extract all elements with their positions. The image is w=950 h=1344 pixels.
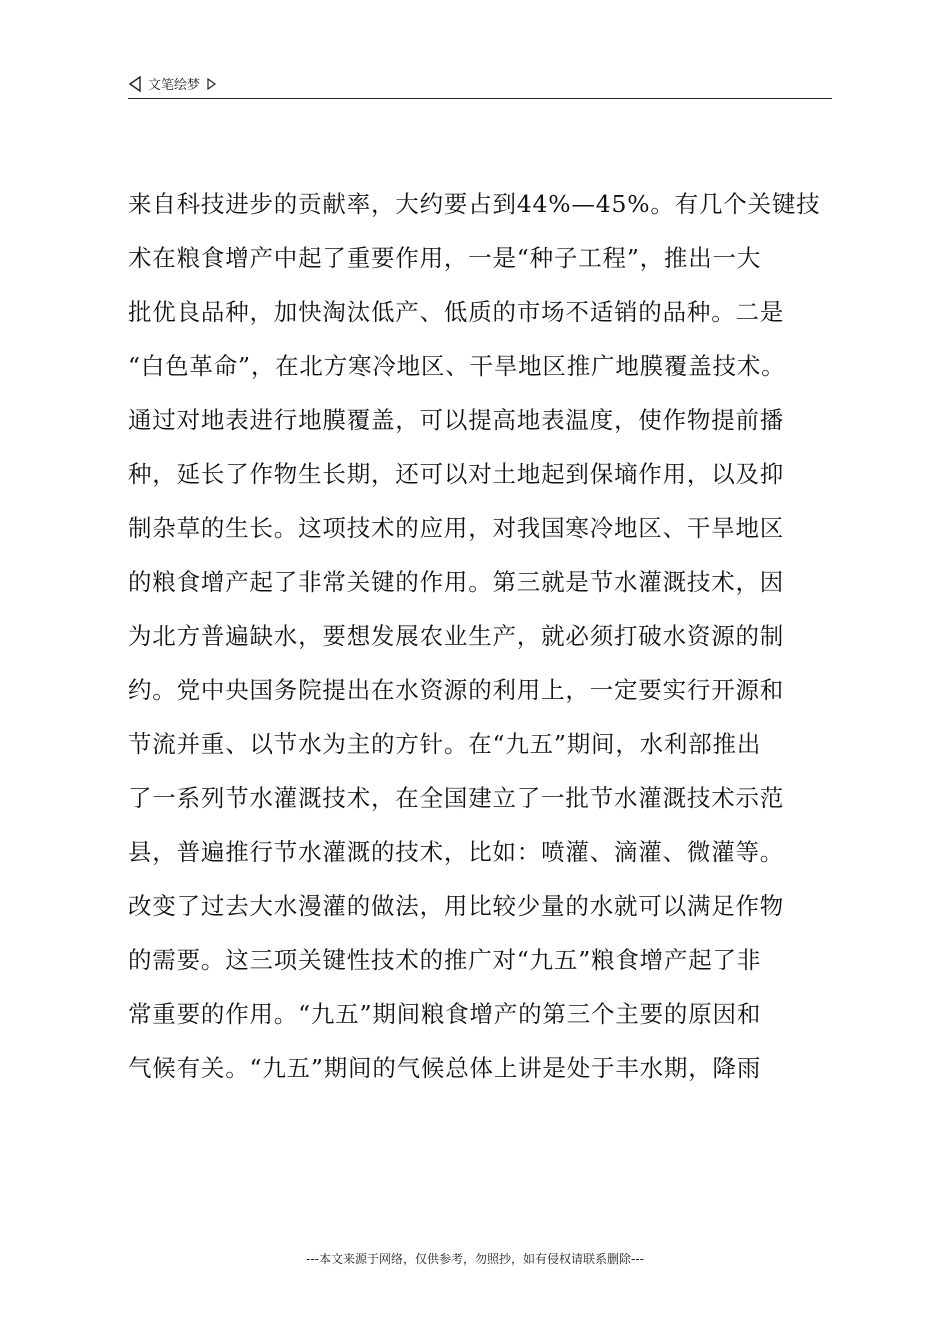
text-line: 的需要。这三项关键性技术的推广对“九五”粮食增产起了非 — [128, 946, 762, 974]
text-line: 约。党中央国务院提出在水资源的利用上，一定要实行开源和 — [128, 676, 785, 704]
text-line: 了一系列节水灌溉技术，在全国建立了一批节水灌溉技术示范 — [128, 784, 785, 812]
text-line: 气候有关。“九五”期间的气候总体上讲是处于丰水期，降雨 — [128, 1054, 762, 1082]
footer-disclaimer: ---本文来源于网络，仅供参考，勿照抄，如有侵权请联系删除--- — [306, 1252, 644, 1266]
text-line: 节流并重、以节水为主的方针。在“九五”期间，水利部推出 — [128, 730, 762, 758]
triangle-right-icon — [206, 78, 216, 90]
brand-text: 文笔绘梦 — [148, 78, 201, 93]
text-line: 制杂草的生长。这项技术的应用，对我国寒冷地区、干旱地区 — [128, 514, 785, 542]
text-line: 改变了过去大水漫灌的做法，用比较少量的水就可以满足作物 — [128, 892, 785, 920]
brand — [128, 74, 216, 93]
text-line: 批优良品种，加快淘汰低产、低质的市场不适销的品种。二是 — [128, 298, 785, 326]
text-line: 为北方普遍缺水，要想发展农业生产，就必须打破水资源的制 — [128, 622, 785, 650]
text-line: 来自科技进步的贡献率，大约要占到44%—45%。有几个关键技 — [128, 190, 821, 218]
text-line: 术在粮食增产中起了重要作用，一是“种子工程”，推出一大 — [128, 244, 762, 272]
text-line: 常重要的作用。“九五”期间粮食增产的第三个主要的原因和 — [128, 1000, 762, 1028]
article-body — [128, 188, 832, 1106]
text-line: 的粮食增产起了非常关键的作用。第三就是节水灌溉技术，因 — [128, 568, 785, 596]
text-line: 种，延长了作物生长期，还可以对土地起到保墒作用，以及抑 — [128, 460, 785, 488]
page-header — [128, 72, 832, 99]
text-line: 通过对地表进行地膜覆盖，可以提高地表温度，使作物提前播 — [128, 406, 785, 434]
text-line: “白色革命”，在北方寒冷地区、干旱地区推广地膜覆盖技术。 — [128, 352, 786, 380]
text-line: 县，普遍推行节水灌溉的技术，比如：喷灌、滴灌、微灌等。 — [128, 838, 785, 866]
triangle-left-icon — [128, 76, 142, 92]
